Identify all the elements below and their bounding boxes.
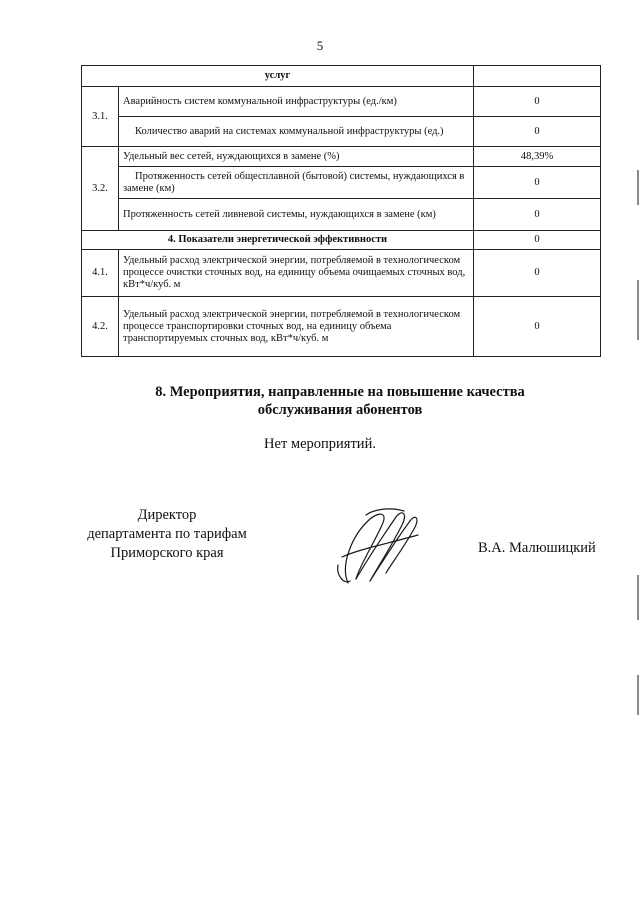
section-8-title-line: 8. Мероприятия, направленные на повышение качества [155,384,525,400]
section-8-title-line: обслуживания абонентов [257,402,423,418]
scan-edge-mark [637,280,639,340]
indicator-name: Количество аварий на системах коммунальной инфраструктуры (ед.) [119,117,474,147]
row-number: 4.2. [82,297,119,357]
indicator-value: 0 [474,231,601,250]
signatory-title [72,506,262,563]
table-row [82,297,601,357]
table-row [82,167,601,199]
table-row [82,66,601,87]
handwritten-signature [330,505,425,590]
indicator-name: Аварийность систем коммунальной инфраструктуры (ед./км) [119,87,474,117]
section-8-title [60,383,620,419]
indicator-name: Удельный расход электрической энергии, потребляемой в технологическом процессе транспортировки сточных вод, на единицу объема транспортируемых сточных вод, кВт*ч/куб. м [119,297,474,357]
indicator-value: 0 [474,199,601,231]
no-measures-text: Нет мероприятий. [264,436,376,452]
indicator-value: 0 [474,297,601,357]
indicator-value: 48,39% [474,147,601,167]
table-row [82,117,601,147]
table-row [82,199,601,231]
indicator-value: 0 [474,250,601,297]
indicator-name: Протяженность сетей ливневой системы, нуждающихся в замене (км) [119,199,474,231]
scan-edge-mark [637,675,639,715]
indicator-value: 0 [474,167,601,199]
section-heading: 4. Показатели энергетической эффективности [82,231,474,250]
indicator-name: Удельный вес сетей, нуждающихся в замене (%) [119,147,474,167]
signatory-name: В.А. Малюшицкий [478,540,596,556]
row-number: 3.1. [82,87,119,147]
table-header-continuation: услуг [82,66,474,87]
scan-edge-mark [637,170,639,205]
table-cell-value [474,66,601,87]
indicator-name: Протяженность сетей общесплавной (бытовой) системы, нуждающихся в замене (км) [119,167,474,199]
signatory-title-line: Директор [137,507,197,523]
indicator-value: 0 [474,117,601,147]
indicator-name: Удельный расход электрической энергии, потребляемой в технологическом процессе очистки сточных вод, на единицу объема очищаемых сточных вод, кВт*ч/куб. м [119,250,474,297]
table-row [82,231,601,250]
table-row [82,147,601,167]
scan-edge-mark [637,575,639,620]
signatory-title-line: Приморского края [110,545,224,561]
indicators-table [81,65,601,357]
table-row [82,250,601,297]
row-number: 4.1. [82,250,119,297]
page-number: 5 [316,38,324,53]
indicator-value: 0 [474,87,601,117]
signatory-title-line: департамента по тарифам [87,526,247,542]
table-row [82,87,601,117]
row-number: 3.2. [82,147,119,231]
